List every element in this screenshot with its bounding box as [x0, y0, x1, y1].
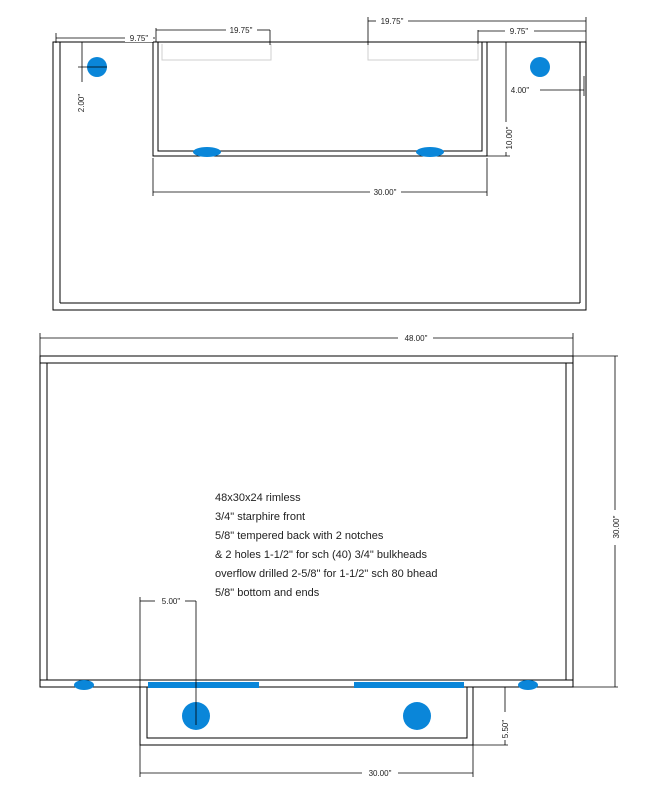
notch-inner-outline [158, 42, 482, 151]
note-line-5: overflow drilled 2-5/8" for 1-1/2" sch 80 bhead [215, 568, 438, 580]
front-view-outline [40, 356, 573, 687]
note-line-2: 3/4" starphire front [215, 511, 306, 523]
dim-notch-width: 30.00" [373, 188, 397, 197]
dim-sump-depth: 5.50" [501, 719, 510, 739]
notch-overflow-left [193, 147, 221, 157]
note-line-6: 5/8" bottom and ends [215, 587, 320, 599]
bulkhead-hole-right [530, 57, 550, 77]
dim-notch-left: 19.75" [229, 26, 253, 35]
dim-hole-left-offset: 2.00" [77, 93, 86, 113]
dim-overall-width: 48.00" [404, 334, 428, 343]
dim-notch-depth: 10.00" [505, 126, 514, 150]
notch-tab-right [368, 44, 478, 60]
note-line-3: 5/8" tempered back with 2 notches [215, 530, 384, 542]
dim-left-width: 9.75" [129, 34, 149, 43]
overflow-left [74, 680, 94, 690]
overflow-right [518, 680, 538, 690]
note-line-4: & 2 holes 1-1/2" for sch (40) 3/4" bulkheads [215, 549, 428, 561]
spec-notes [215, 492, 437, 599]
sump-hole-right [403, 702, 431, 730]
front-view [40, 333, 621, 778]
dim-sump-width: 30.00" [368, 769, 392, 778]
notch-bar-right [354, 682, 464, 688]
notch-outline [153, 42, 487, 156]
note-line-1: 48x30x24 rimless [215, 492, 301, 504]
notch-overflow-right [416, 147, 444, 157]
dim-overall-height: 30.00" [612, 515, 621, 539]
notch-bar-left [148, 682, 259, 688]
dim-hole-offset: 5.00" [161, 597, 181, 606]
notch-tab-left [162, 44, 271, 60]
dim-hole-right-offset: 4.00" [510, 86, 530, 95]
dim-right-width: 9.75" [509, 27, 529, 36]
dim-notch-right: 19.75" [380, 17, 404, 26]
top-view [53, 17, 586, 310]
